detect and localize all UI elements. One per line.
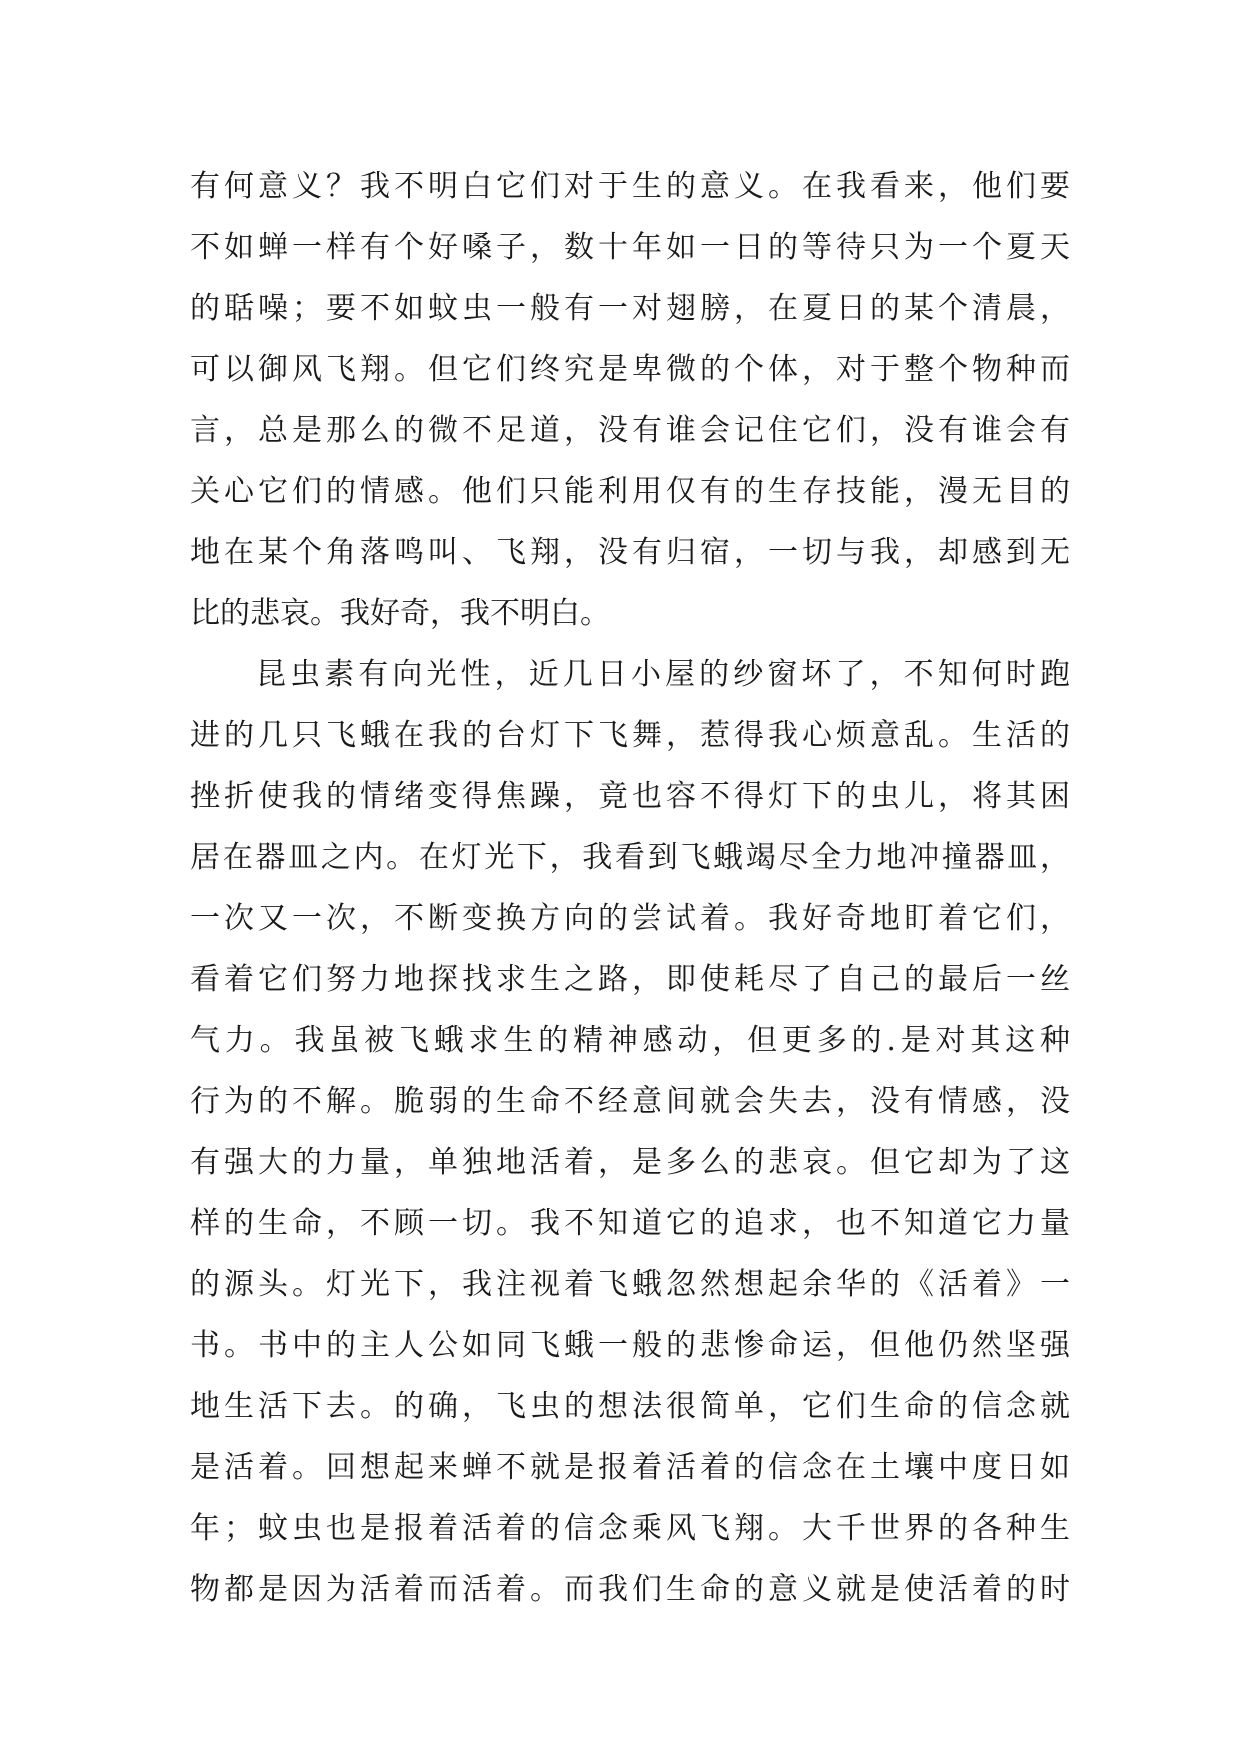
paragraph-1 [190,156,1070,644]
text-line: 看着它们努力地探找求生之路，即使耗尽了自己的最后一丝 [190,962,1070,997]
text-line: 地生活下去。的确，飞虫的想法很简单，它们生命的信念就 [190,1389,1070,1424]
text-line: 年；蚊虫也是报着活着的信念乘风飞翔。大千世界的各种生 [190,1511,1070,1546]
text-line: 的源头。灯光下，我注视着飞蛾忽然想起余华的《活着》一 [190,1267,1070,1302]
text-line: 行为的不解。脆弱的生命不经意间就会失去，没有情感，没 [190,1084,1070,1119]
text-line: 有何意义？我不明白它们对于生的意义。在我看来，他们要 [190,169,1070,204]
text-line: 不如蝉一样有个好嗓子，数十年如一日的等待只为一个夏天 [190,230,1070,265]
text-line: 昆虫素有向光性，近几日小屋的纱窗坏了，不知何时跑 [256,657,1070,692]
text-line: 气力。我虽被飞蛾求生的精神感动，但更多的.是对其这种 [190,1023,1070,1058]
text-line: 关心它们的情感。他们只能利用仅有的生存技能，漫无目的 [190,474,1070,509]
text-line: 是活着。回想起来蝉不就是报着活着的信念在土壤中度日如 [190,1450,1070,1485]
text-line: 比的悲哀。我好奇，我不明白。 [190,596,610,631]
text-line: 一次又一次，不断变换方向的尝试着。我好奇地盯着它们， [190,901,1070,936]
text-line: 可以御风飞翔。但它们终究是卑微的个体，对于整个物种而 [190,352,1070,387]
paragraph-2 [190,644,1070,1620]
text-line: 言，总是那么的微不足道，没有谁会记住它们，没有谁会有 [190,413,1070,448]
text-line: 居在器皿之内。在灯光下，我看到飞蛾竭尽全力地冲撞器皿， [190,840,1070,875]
text-line: 样的生命，不顾一切。我不知道它的追求，也不知道它力量 [190,1206,1070,1241]
text-line: 有强大的力量，单独地活着，是多么的悲哀。但它却为了这 [190,1145,1070,1180]
text-line: 书。书中的主人公如同飞蛾一般的悲惨命运，但他仍然坚强 [190,1328,1070,1363]
text-line: 进的几只飞蛾在我的台灯下飞舞，惹得我心烦意乱。生活的 [190,718,1070,753]
text-line: 挫折使我的情绪变得焦躁，竟也容不得灯下的虫儿，将其困 [190,779,1070,814]
text-line: 物都是因为活着而活着。而我们生命的意义就是使活着的时 [190,1572,1070,1607]
body-text [190,156,1070,1620]
text-line: 地在某个角落鸣叫、飞翔，没有归宿，一切与我，却感到无 [190,535,1070,570]
text-line: 的聒噪；要不如蚊虫一般有一对翅膀，在夏日的某个清晨， [190,291,1070,326]
